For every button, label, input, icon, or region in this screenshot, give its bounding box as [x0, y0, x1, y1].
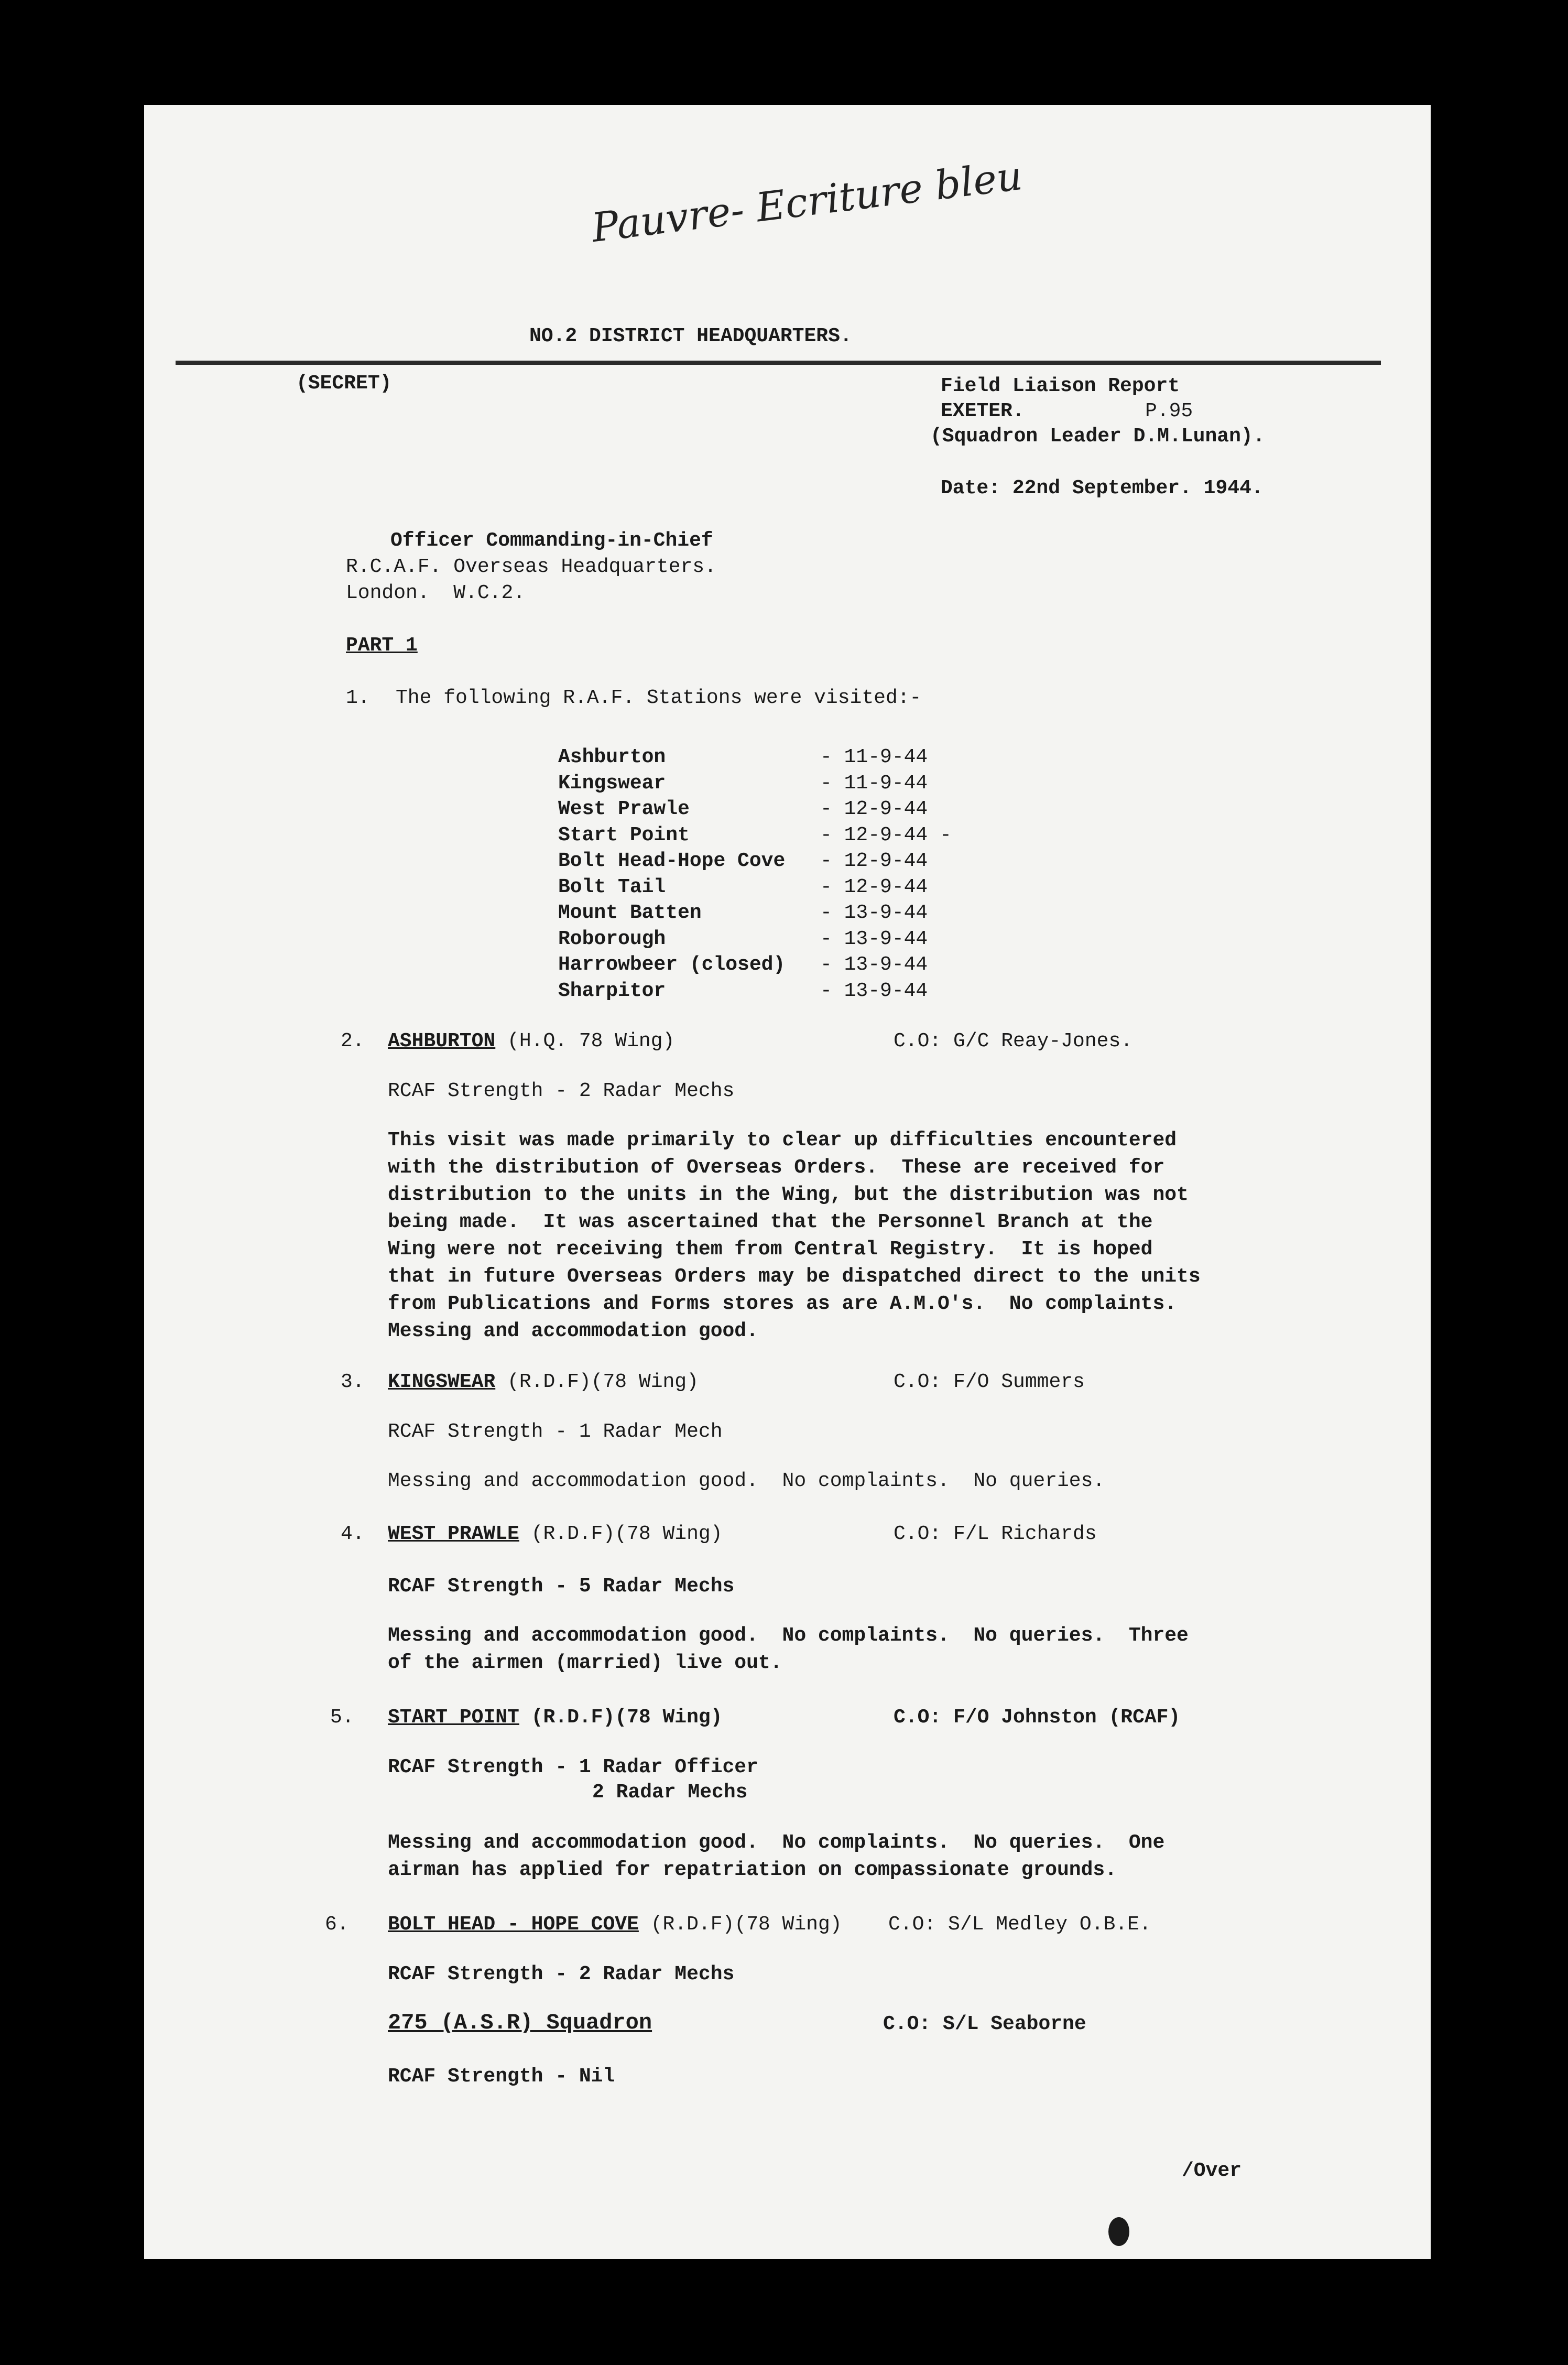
addressee-line-2: R.C.A.F. Overseas Headquarters. [346, 556, 716, 578]
section-3-heading: KINGSWEAR (R.D.F)(78 Wing) [388, 1371, 699, 1393]
section-5-co: C.O: F/O Johnston (RCAF) [894, 1706, 1181, 1729]
squadron-heading: 275 (A.S.R) Squadron [388, 2010, 652, 2035]
squadron-co: C.O: S/L Seaborne [883, 2013, 1086, 2035]
secret-marking: (SECRET) [296, 372, 392, 395]
report-location: EXETER. [941, 400, 1025, 422]
intro-text: The following R.A.F. Stations were visited:- [396, 687, 922, 709]
section-3-body: Messing and accommodation good. No complaints. No queries. [388, 1470, 1105, 1492]
section-4-strength: RCAF Strength - 5 Radar Mechs [388, 1575, 735, 1598]
section-2-number: 2. [341, 1030, 365, 1053]
section-5-heading: START POINT (R.D.F)(78 Wing) [388, 1706, 723, 1729]
document-page [144, 105, 1431, 2259]
section-6-number: 6. [325, 1913, 349, 1936]
list-item: Bolt Head-Hope Cove - 12-9-44 [558, 850, 928, 872]
list-item: Bolt Tail - 12-9-44 [558, 875, 928, 898]
hq-title: NO.2 DISTRICT HEADQUARTERS. [529, 325, 852, 348]
section-4-number: 4. [341, 1523, 365, 1545]
section-3-number: 3. [341, 1371, 365, 1393]
report-date: Date: 22nd September. 1944. [941, 477, 1264, 500]
section-6-co: C.O: S/L Medley O.B.E. [888, 1913, 1151, 1936]
list-item: Sharpitor - 13-9-44 [558, 979, 928, 1002]
list-item: Ashburton - 11-9-44 [558, 746, 928, 768]
intro-number: 1. [346, 687, 370, 709]
section-3-strength: RCAF Strength - 1 Radar Mech [388, 1420, 723, 1443]
stations-list [558, 744, 952, 1004]
list-item: Roborough - 13-9-44 [558, 927, 928, 950]
list-item: Mount Batten - 13-9-44 [558, 902, 928, 924]
header-rule [176, 361, 1381, 365]
section-2-heading: ASHBURTON (H.Q. 78 Wing) [388, 1030, 675, 1053]
list-item: Start Point - 12-9-44 - [558, 823, 952, 847]
report-author: (Squadron Leader D.M.Lunan). [930, 425, 1265, 448]
section-5-number: 5. [330, 1706, 354, 1729]
list-item: Harrowbeer (closed) - 13-9-44 [558, 953, 928, 976]
list-item: West Prawle - 12-9-44 [558, 798, 928, 820]
page-reference: P.95 [1145, 400, 1193, 422]
section-5-strength: RCAF Strength - 1 Radar Officer [388, 1756, 758, 1778]
section-2-strength: RCAF Strength - 2 Radar Mechs [388, 1080, 735, 1102]
part-label: PART 1 [346, 634, 418, 657]
section-2-co: C.O: G/C Reay-Jones. [894, 1030, 1133, 1053]
section-5-body: Messing and accommodation good. No complaints. No queries. One airman has applied for repatriation on compassionate grounds. [388, 1831, 1165, 1881]
report-title: Field Liaison Report [941, 375, 1180, 397]
addressee-line-3: London. W.C.2. [346, 582, 526, 604]
section-6-strength: RCAF Strength - 2 Radar Mechs [388, 1963, 735, 1986]
section-3-co: C.O: F/O Summers [894, 1371, 1085, 1393]
list-item: Kingswear - 11-9-44 [558, 772, 928, 795]
ink-smudge [1108, 2217, 1129, 2246]
section-2-body: This visit was made primarily to clear up difficulties encountered with the distribution of Overseas Orders. These are received for distribution to the units in the Wing, but the distribution was not being made. It was ascertained that the Personnel Branch at the Wing were not receiving them from Central Registry. It is hoped that in future Overseas Orders may be dispatched direct to the units from Publications and Forms stores as are A.M.O's. No complaints. Messing and accommodation good. [388, 1129, 1201, 1342]
section-4-body: Messing and accommodation good. No complaints. No queries. Three of the airmen (married) live out. [388, 1624, 1189, 1674]
section-6-heading: BOLT HEAD - HOPE COVE (R.D.F)(78 Wing) [388, 1913, 842, 1936]
section-4-heading: WEST PRAWLE (R.D.F)(78 Wing) [388, 1523, 723, 1545]
section-5-strength-2: 2 Radar Mechs [592, 1781, 748, 1804]
handwritten-note: Pauvre- Ecriture bleu [589, 151, 1025, 251]
over-marker: /Over [1182, 2160, 1242, 2182]
addressee-line-1: Officer Commanding-in-Chief [390, 529, 713, 552]
squadron-strength: RCAF Strength - Nil [388, 2065, 615, 2088]
section-4-co: C.O: F/L Richards [894, 1523, 1097, 1545]
